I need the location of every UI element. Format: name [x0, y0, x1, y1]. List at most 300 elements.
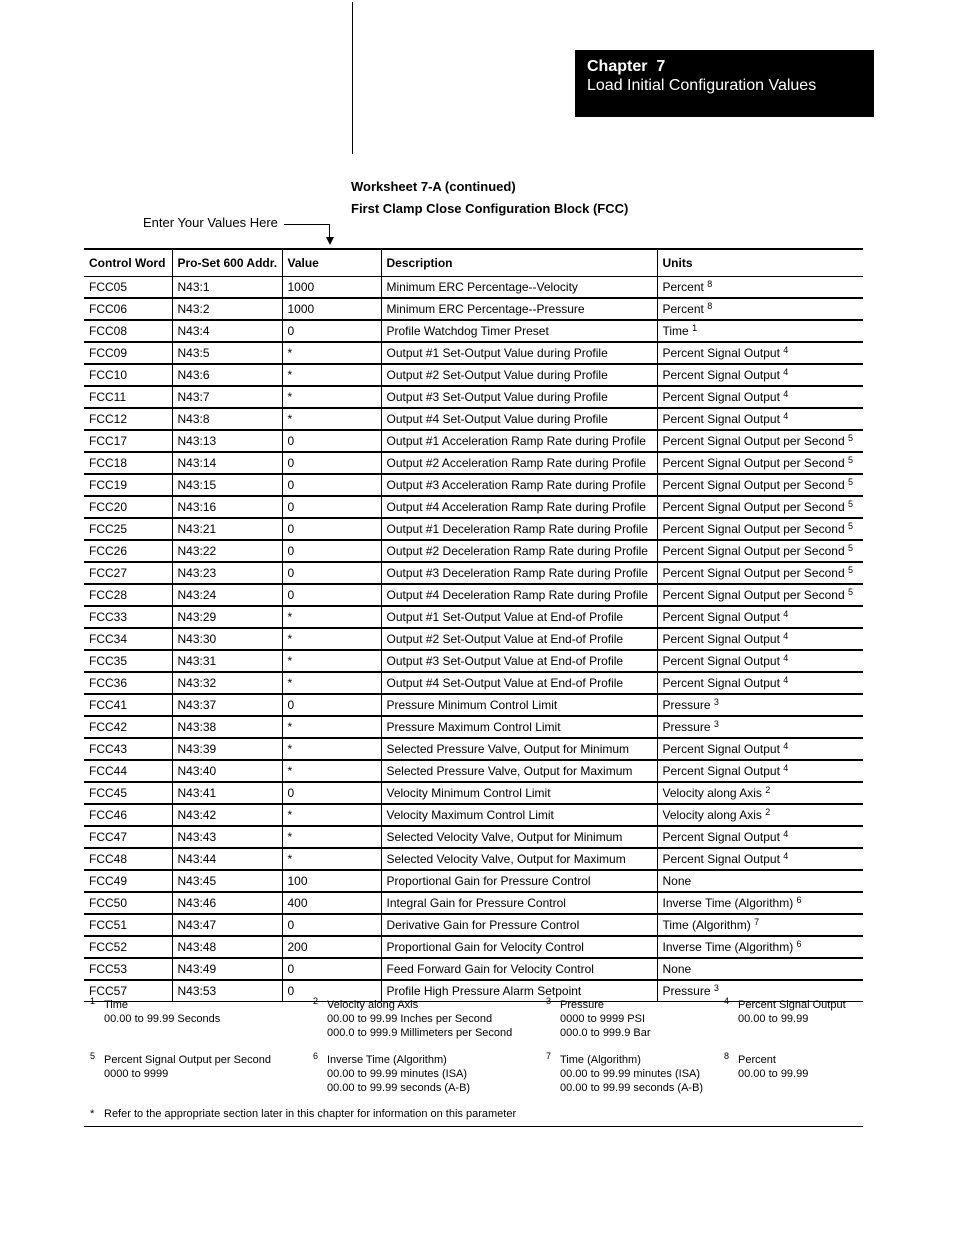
footnote-ref: 4 — [783, 653, 789, 663]
cell-address: N43:40 — [172, 760, 282, 782]
footnote-ref: 4 — [783, 851, 789, 861]
footnote-line: 00.00 to 99.99 Inches per Second — [327, 1013, 493, 1025]
margin-rule — [352, 2, 353, 154]
units-text: Percent Signal Output — [662, 346, 780, 360]
cell-address: N43:43 — [172, 826, 282, 848]
table-row — [84, 738, 863, 760]
cell-address: N43:48 — [172, 936, 282, 958]
units-text: Velocity along Axis — [662, 786, 762, 800]
cell-control-word: FCC25 — [84, 518, 172, 540]
cell-address: N43:5 — [172, 342, 282, 364]
cell-value: * — [282, 650, 381, 672]
units-text: Percent Signal Output per Second — [662, 566, 845, 580]
cell-description: Profile Watchdog Timer Preset — [381, 320, 657, 342]
cell-control-word: FCC46 — [84, 804, 172, 826]
footnote-ref: 3 — [713, 697, 719, 707]
footnote-ref: 5 — [847, 587, 853, 597]
cell-value: 0 — [282, 430, 381, 452]
cell-control-word: FCC49 — [84, 870, 172, 892]
table-row — [84, 870, 863, 892]
units-text: Percent Signal Output per Second — [662, 522, 845, 536]
cell-description: Output #4 Deceleration Ramp Rate during Profile — [381, 584, 657, 606]
cell-address: N43:13 — [172, 430, 282, 452]
column-header-description: Description — [381, 249, 657, 277]
table-row — [84, 408, 863, 430]
cell-address: N43:4 — [172, 320, 282, 342]
units-text: Percent — [662, 302, 704, 316]
cell-address: N43:2 — [172, 298, 282, 320]
cell-units — [657, 342, 863, 364]
cell-control-word: FCC27 — [84, 562, 172, 584]
cell-address: N43:32 — [172, 672, 282, 694]
cell-address: N43:14 — [172, 452, 282, 474]
table-row — [84, 430, 863, 452]
footnote-line: 0000 to 9999 PSI — [560, 1013, 646, 1025]
cell-description: Output #4 Acceleration Ramp Rate during Profile — [381, 496, 657, 518]
cell-value: 200 — [282, 936, 381, 958]
cell-control-word: FCC11 — [84, 386, 172, 408]
cell-value: 1000 — [282, 298, 381, 320]
cell-description: Output #3 Acceleration Ramp Rate during Profile — [381, 474, 657, 496]
cell-control-word: FCC26 — [84, 540, 172, 562]
footnote-ref: 1 — [692, 323, 698, 333]
units-text: Percent Signal Output — [662, 764, 780, 778]
footnote-ref: 3 — [713, 983, 719, 993]
column-header-value: Value — [282, 249, 381, 277]
table-row — [84, 804, 863, 826]
units-text: None — [662, 874, 692, 888]
cell-description: Minimum ERC Percentage--Velocity — [381, 277, 657, 299]
footnote-line: 00.00 to 99.99 — [738, 1068, 809, 1080]
table-row — [84, 320, 863, 342]
cell-units — [657, 804, 863, 826]
table-row — [84, 936, 863, 958]
footnote-number: 5 — [90, 1051, 96, 1061]
footnote-line: 00.00 to 99.99 seconds (A-B) — [327, 1082, 471, 1094]
asterisk-marker: * — [90, 1108, 95, 1120]
footnote-line: Inverse Time (Algorithm) — [327, 1054, 447, 1066]
table-row — [84, 584, 863, 606]
cell-address: N43:1 — [172, 277, 282, 299]
table-row — [84, 540, 863, 562]
footnote-line: Percent — [738, 1054, 776, 1066]
footnote-ref: 8 — [707, 301, 713, 311]
footnote-ref: 4 — [783, 675, 789, 685]
cell-control-word: FCC05 — [84, 277, 172, 299]
cell-value: 0 — [282, 958, 381, 980]
footnote-line: Percent Signal Output per Second — [104, 1054, 271, 1066]
cell-description: Output #4 Set-Output Value during Profile — [381, 408, 657, 430]
bottom-rule — [84, 1126, 863, 1127]
footnote-line: 00.00 to 99.99 minutes (ISA) — [327, 1068, 468, 1080]
cell-address: N43:41 — [172, 782, 282, 804]
cell-units — [657, 540, 863, 562]
cell-address: N43:6 — [172, 364, 282, 386]
footnote-ref: 5 — [847, 543, 853, 553]
cell-value: 0 — [282, 914, 381, 936]
footnote-text — [104, 1053, 271, 1081]
cell-units — [657, 738, 863, 760]
cell-value: * — [282, 848, 381, 870]
cell-control-word: FCC45 — [84, 782, 172, 804]
cell-value: 0 — [282, 694, 381, 716]
cell-units — [657, 936, 863, 958]
cell-description: Pressure Maximum Control Limit — [381, 716, 657, 738]
asterisk-note-text: Refer to the appropriate section later in this chapter for information on this parameter — [104, 1108, 517, 1120]
footnote-ref: 4 — [783, 829, 789, 839]
table-row — [84, 277, 863, 299]
cell-control-word: FCC17 — [84, 430, 172, 452]
units-text: Pressure — [662, 720, 711, 734]
footnote-ref: 2 — [765, 785, 771, 795]
cell-units — [657, 562, 863, 584]
cell-description: Pressure Minimum Control Limit — [381, 694, 657, 716]
cell-control-word: FCC33 — [84, 606, 172, 628]
cell-control-word: FCC28 — [84, 584, 172, 606]
footnote-ref: 8 — [707, 279, 713, 289]
cell-control-word: FCC34 — [84, 628, 172, 650]
table-row — [84, 672, 863, 694]
enter-values-label: Enter Your Values Here — [143, 215, 278, 230]
cell-units — [657, 386, 863, 408]
cell-description: Output #3 Set-Output Value at End-of Profile — [381, 650, 657, 672]
cell-control-word: FCC08 — [84, 320, 172, 342]
footnote-ref: 5 — [847, 565, 853, 575]
cell-value: 0 — [282, 782, 381, 804]
units-text: Percent Signal Output per Second — [662, 434, 845, 448]
table-row — [84, 716, 863, 738]
units-text: Percent Signal Output — [662, 412, 780, 426]
cell-address: N43:8 — [172, 408, 282, 430]
footnote-line: 00.00 to 99.99 seconds (A-B) — [560, 1082, 704, 1094]
footnote-line: 0000 to 9999 — [104, 1068, 169, 1080]
cell-address: N43:39 — [172, 738, 282, 760]
cell-units — [657, 782, 863, 804]
cell-control-word: FCC12 — [84, 408, 172, 430]
cell-control-word: FCC44 — [84, 760, 172, 782]
cell-value: 0 — [282, 562, 381, 584]
pointer-arrow-stem — [329, 224, 330, 238]
table-row — [84, 650, 863, 672]
table-body — [84, 277, 863, 1002]
footnote-number: 1 — [90, 996, 96, 1006]
table-row — [84, 496, 863, 518]
cell-address: N43:47 — [172, 914, 282, 936]
footnote-line: 00.00 to 99.99 Seconds — [104, 1013, 221, 1025]
cell-value: * — [282, 760, 381, 782]
cell-units — [657, 430, 863, 452]
table-row — [84, 342, 863, 364]
cell-control-word: FCC18 — [84, 452, 172, 474]
chapter-header — [575, 50, 874, 117]
cell-control-word: FCC50 — [84, 892, 172, 914]
cell-control-word: FCC36 — [84, 672, 172, 694]
footnote-text — [738, 1053, 808, 1081]
cell-address: N43:44 — [172, 848, 282, 870]
footnote-ref: 5 — [847, 499, 853, 509]
units-text: Percent Signal Output — [662, 742, 780, 756]
cell-units — [657, 848, 863, 870]
cell-description: Output #2 Acceleration Ramp Rate during Profile — [381, 452, 657, 474]
cell-control-word: FCC47 — [84, 826, 172, 848]
cell-description: Output #4 Set-Output Value at End-of Profile — [381, 672, 657, 694]
cell-description: Output #1 Deceleration Ramp Rate during Profile — [381, 518, 657, 540]
footnote-number: 3 — [546, 996, 552, 1006]
table-row — [84, 386, 863, 408]
cell-address: N43:21 — [172, 518, 282, 540]
table-row — [84, 628, 863, 650]
cell-value: 0 — [282, 452, 381, 474]
cell-description: Feed Forward Gain for Velocity Control — [381, 958, 657, 980]
cell-units — [657, 474, 863, 496]
footnote-ref: 5 — [847, 521, 853, 531]
units-text: Percent Signal Output — [662, 654, 780, 668]
footnote-text — [560, 998, 651, 1040]
cell-description: Selected Pressure Valve, Output for Minimum — [381, 738, 657, 760]
cell-description: Proportional Gain for Velocity Control — [381, 936, 657, 958]
footnote-ref: 4 — [783, 609, 789, 619]
chapter-title: Load Initial Configuration Values — [587, 77, 817, 94]
units-text: Percent Signal Output — [662, 610, 780, 624]
table-header-row — [84, 249, 863, 277]
cell-control-word: FCC41 — [84, 694, 172, 716]
units-text: Percent Signal Output per Second — [662, 544, 845, 558]
cell-value: 0 — [282, 584, 381, 606]
table-row — [84, 892, 863, 914]
table-row — [84, 958, 863, 980]
footnote-ref: 4 — [783, 389, 789, 399]
table-row — [84, 474, 863, 496]
cell-units — [657, 320, 863, 342]
cell-value: 400 — [282, 892, 381, 914]
column-header-units: Units — [657, 249, 863, 277]
cell-units — [657, 870, 863, 892]
footnote-ref: 7 — [754, 917, 760, 927]
cell-address: N43:45 — [172, 870, 282, 892]
cell-control-word: FCC57 — [84, 980, 172, 1002]
table-row — [84, 914, 863, 936]
footnote-ref: 6 — [796, 895, 802, 905]
cell-description: Output #3 Set-Output Value during Profile — [381, 386, 657, 408]
cell-description: Selected Velocity Valve, Output for Minimum — [381, 826, 657, 848]
units-text: None — [662, 962, 692, 976]
cell-description: Output #1 Acceleration Ramp Rate during Profile — [381, 430, 657, 452]
cell-address: N43:24 — [172, 584, 282, 606]
cell-value: * — [282, 342, 381, 364]
cell-units — [657, 584, 863, 606]
cell-description: Selected Pressure Valve, Output for Maximum — [381, 760, 657, 782]
footnote-number: 6 — [313, 1051, 319, 1061]
chapter-label: Chapter 7 — [587, 58, 666, 75]
footnote-text — [327, 998, 512, 1040]
cell-units — [657, 694, 863, 716]
cell-control-word: FCC48 — [84, 848, 172, 870]
cell-description: Output #2 Set-Output Value during Profile — [381, 364, 657, 386]
cell-address: N43:38 — [172, 716, 282, 738]
footnote-line: Velocity along Axis — [327, 999, 419, 1011]
cell-address: N43:22 — [172, 540, 282, 562]
cell-value: * — [282, 364, 381, 386]
footnote-ref: 5 — [847, 477, 853, 487]
table-row — [84, 562, 863, 584]
cell-value: * — [282, 606, 381, 628]
cell-value: * — [282, 716, 381, 738]
worksheet-title: Worksheet 7-A (continued) — [351, 179, 516, 194]
footnote-line: Percent Signal Output — [738, 999, 846, 1011]
cell-description: Selected Velocity Valve, Output for Maximum — [381, 848, 657, 870]
cell-control-word: FCC20 — [84, 496, 172, 518]
cell-address: N43:42 — [172, 804, 282, 826]
cell-units — [657, 364, 863, 386]
footnote-line: 00.00 to 99.99 minutes (ISA) — [560, 1068, 701, 1080]
cell-units — [657, 452, 863, 474]
cell-control-word: FCC35 — [84, 650, 172, 672]
cell-units — [657, 298, 863, 320]
cell-value: 0 — [282, 320, 381, 342]
cell-description: Integral Gain for Pressure Control — [381, 892, 657, 914]
footnote-ref: 4 — [783, 367, 789, 377]
units-text: Percent Signal Output — [662, 830, 780, 844]
column-header-control-word: Control Word — [84, 249, 172, 277]
table-row — [84, 298, 863, 320]
cell-address: N43:23 — [172, 562, 282, 584]
units-text: Percent Signal Output — [662, 676, 780, 690]
table-row — [84, 606, 863, 628]
cell-units — [657, 650, 863, 672]
table-row — [84, 364, 863, 386]
table-row — [84, 694, 863, 716]
footnote-line: Pressure — [560, 999, 605, 1011]
cell-control-word: FCC19 — [84, 474, 172, 496]
table-row — [84, 452, 863, 474]
cell-value: * — [282, 738, 381, 760]
cell-units — [657, 496, 863, 518]
cell-value: 0 — [282, 518, 381, 540]
units-text: Inverse Time (Algorithm) — [662, 896, 794, 910]
units-text: Percent Signal Output — [662, 852, 780, 866]
cell-address: N43:37 — [172, 694, 282, 716]
cell-control-word: FCC53 — [84, 958, 172, 980]
cell-units — [657, 606, 863, 628]
table-row — [84, 782, 863, 804]
cell-address: N43:49 — [172, 958, 282, 980]
footnote-ref: 5 — [847, 433, 853, 443]
cell-control-word: FCC51 — [84, 914, 172, 936]
units-text: Pressure — [662, 698, 711, 712]
cell-address: N43:29 — [172, 606, 282, 628]
cell-control-word: FCC09 — [84, 342, 172, 364]
cell-description: Velocity Minimum Control Limit — [381, 782, 657, 804]
cell-value: 100 — [282, 870, 381, 892]
cell-value: 0 — [282, 540, 381, 562]
cell-value: * — [282, 672, 381, 694]
footnote-ref: 3 — [713, 719, 719, 729]
cell-control-word: FCC10 — [84, 364, 172, 386]
units-text: Percent Signal Output per Second — [662, 588, 845, 602]
units-text: Velocity along Axis — [662, 808, 762, 822]
table-row — [84, 826, 863, 848]
cell-description: Minimum ERC Percentage--Pressure — [381, 298, 657, 320]
footnote-text — [738, 998, 846, 1026]
cell-description: Velocity Maximum Control Limit — [381, 804, 657, 826]
cell-description: Output #3 Deceleration Ramp Rate during Profile — [381, 562, 657, 584]
footnote-text — [104, 998, 220, 1026]
footnote-number: 4 — [724, 996, 730, 1006]
table-row — [84, 518, 863, 540]
units-text: Percent Signal Output per Second — [662, 478, 845, 492]
cell-value: * — [282, 408, 381, 430]
cell-description: Output #2 Deceleration Ramp Rate during Profile — [381, 540, 657, 562]
cell-units — [657, 716, 863, 738]
units-text: Percent — [662, 280, 704, 294]
cell-address: N43:46 — [172, 892, 282, 914]
table-row — [84, 760, 863, 782]
footnote-number: 8 — [724, 1051, 730, 1061]
cell-units — [657, 958, 863, 980]
footnote-number: 7 — [546, 1051, 552, 1061]
cell-value: 1000 — [282, 277, 381, 299]
table-row — [84, 848, 863, 870]
cell-units — [657, 518, 863, 540]
footnote-ref: 5 — [847, 455, 853, 465]
worksheet-subtitle: First Clamp Close Configuration Block (FCC) — [351, 201, 629, 216]
cell-value: 0 — [282, 980, 381, 1002]
cell-address: N43:15 — [172, 474, 282, 496]
cell-value: * — [282, 628, 381, 650]
cell-control-word: FCC42 — [84, 716, 172, 738]
cell-address: N43:7 — [172, 386, 282, 408]
footnote-ref: 2 — [765, 807, 771, 817]
cell-value: 0 — [282, 474, 381, 496]
units-text: Time — [662, 324, 689, 338]
cell-description: Output #1 Set-Output Value during Profile — [381, 342, 657, 364]
cell-description: Derivative Gain for Pressure Control — [381, 914, 657, 936]
cell-units — [657, 672, 863, 694]
cell-value: 0 — [282, 496, 381, 518]
units-text: Percent Signal Output per Second — [662, 456, 845, 470]
arrow-down-icon — [326, 237, 334, 245]
footnote-ref: 6 — [796, 939, 802, 949]
footnote-line: 000.0 to 999.9 Bar — [560, 1027, 651, 1039]
footnote-ref: 4 — [783, 631, 789, 641]
units-text: Percent Signal Output per Second — [662, 500, 845, 514]
units-text: Pressure — [662, 984, 711, 998]
units-text: Time (Algorithm) — [662, 918, 751, 932]
cell-description: Proportional Gain for Pressure Control — [381, 870, 657, 892]
cell-units — [657, 760, 863, 782]
config-table — [84, 248, 863, 1002]
cell-address: N43:31 — [172, 650, 282, 672]
cell-control-word: FCC06 — [84, 298, 172, 320]
cell-units — [657, 408, 863, 430]
cell-address: N43:16 — [172, 496, 282, 518]
cell-units — [657, 914, 863, 936]
units-text: Percent Signal Output — [662, 632, 780, 646]
footnote-ref: 4 — [783, 741, 789, 751]
pointer-arrow-line — [284, 224, 330, 225]
footnote-number: 2 — [313, 996, 319, 1006]
cell-value: * — [282, 386, 381, 408]
footnote-line: Time (Algorithm) — [560, 1054, 641, 1066]
cell-address: N43:53 — [172, 980, 282, 1002]
footnote-text — [327, 1053, 470, 1095]
cell-control-word: FCC43 — [84, 738, 172, 760]
cell-units — [657, 277, 863, 299]
cell-units — [657, 892, 863, 914]
footnote-line: 000.0 to 999.9 Millimeters per Second — [327, 1027, 513, 1039]
units-text: Inverse Time (Algorithm) — [662, 940, 794, 954]
cell-description: Output #2 Set-Output Value at End-of Profile — [381, 628, 657, 650]
